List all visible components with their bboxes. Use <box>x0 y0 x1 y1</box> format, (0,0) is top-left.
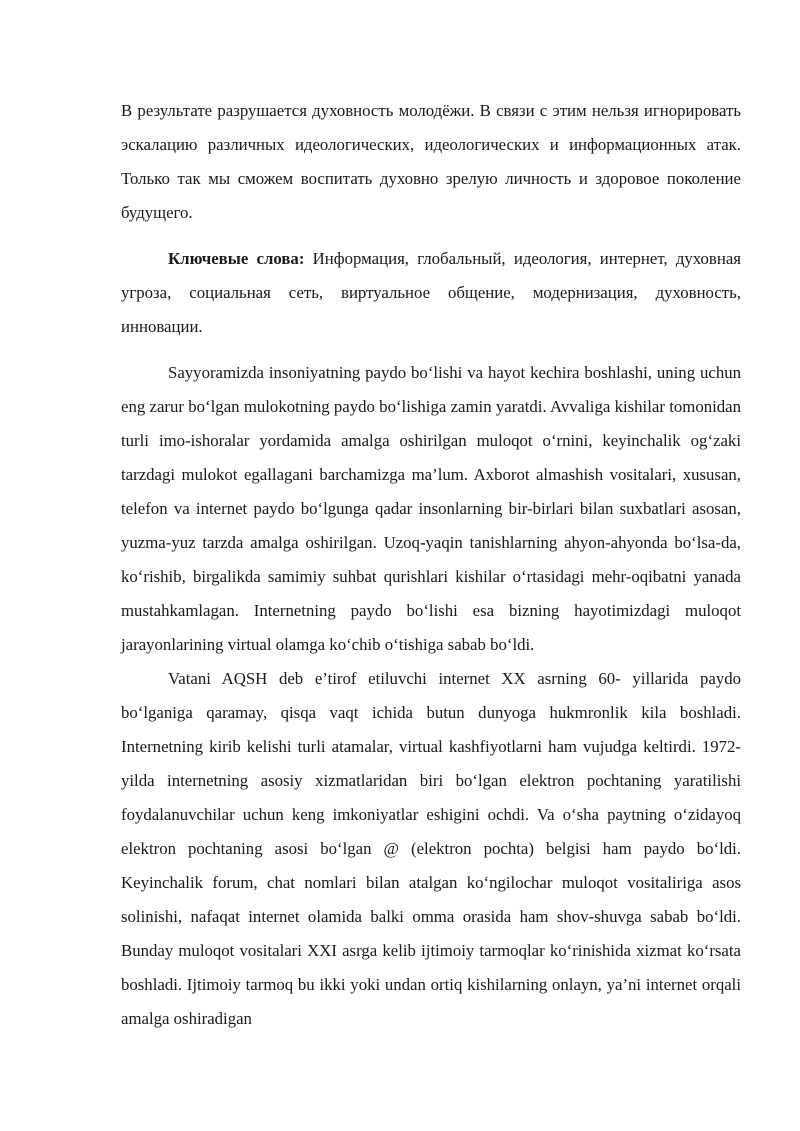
paragraph-text: Vatani AQSH deb e’tirof etiluvchi internet XX asrning 60- yillarida paydo bo‘lganiga qaramay, qisqa vaqt ichida butun dunyoga hukmronlik kila boshladi. Internetning kirib kelishi turli atamalar, virtual kashfiyotlarni ham vujudga keltirdi. 1972-yilda internetning asosiy xizmatlaridan biri bo‘lgan elektron pochtaning yaratilishi foydalanuvchilar uchun keng imkoniyatlar eshigini ochdi. Va o‘sha paytning o‘zidayoq elektron pochtaning asosi bo‘lgan @ (elektron pochta) belgisi ham paydo bo‘ldi. Keyinchalik forum, chat nomlari bilan atalgan ko‘ngilochar muloqot vositaliriga asos solinishi, nafaqat internet olamida balki omma orasida ham shov-shuvga sabab bo‘ldi. Bunday muloqot vositalari XXI asrga kelib ijtimoiy tarmoqlar ko‘rinishida xizmat ko‘rsata boshladi. Ijtimoiy tarmoq bu ikki yoki undan ortiq kishilarning onlayn, ya’ni internet orqali amalga oshiradigan <box>121 669 741 1028</box>
paragraph-keywords <box>121 242 741 344</box>
document-body <box>121 94 741 1036</box>
paragraph-text: В результате разрушается духовность молодёжи. В связи с этим нельзя игнорировать эскалацию различных идеологических, идеологических и информационных атак. Только так мы сможем воспитать духовно зрелую личность и здоровое поколение будущего. <box>121 101 741 222</box>
paragraph-text: Sayyoramizda insoniyatning paydo bo‘lishi va hayot kechira boshlashi, uning uchun eng zarur bo‘lgan mulokotning paydo bo‘lishiga zamin yaratdi. Avvaliga kishilar tomonidan turli imo-ishoralar yordamida amalga oshirilgan muloqot o‘rnini, keyinchalik og‘zaki tarzdagi mulokot egallagani barchamizga ma’lum. Axborot almashish vositalari, xususan, telefon va internet paydo bo‘lgunga qadar insonlarning bir-birlari bilan suxbatlari asosan, yuzma-yuz tarzda amalga oshirilgan. Uzoq-yaqin tanishlarning ahyon-ahyonda bo‘lsa-da, ko‘rishib, birgalikda samimiy suhbat qurishlari kishilar o‘rtasidagi mehr-oqibatni yanada mustahkamlagan. Internetning paydo bo‘lishi esa bizning hayotimizdagi muloqot jarayonlarining virtual olamga ko‘chib o‘tishiga sabab bo‘ldi. <box>121 363 741 654</box>
keywords-label: Ключевые слова: <box>168 249 305 268</box>
keywords-text: Информация, глобальный, идеология, интернет, духовная угроза, социальная сеть, виртуальное общение, модернизация, духовность, инновации. <box>121 249 741 336</box>
paragraph-body-2 <box>121 662 741 1036</box>
paragraph-body-1 <box>121 356 741 662</box>
paragraph-abstract-ending <box>121 94 741 230</box>
